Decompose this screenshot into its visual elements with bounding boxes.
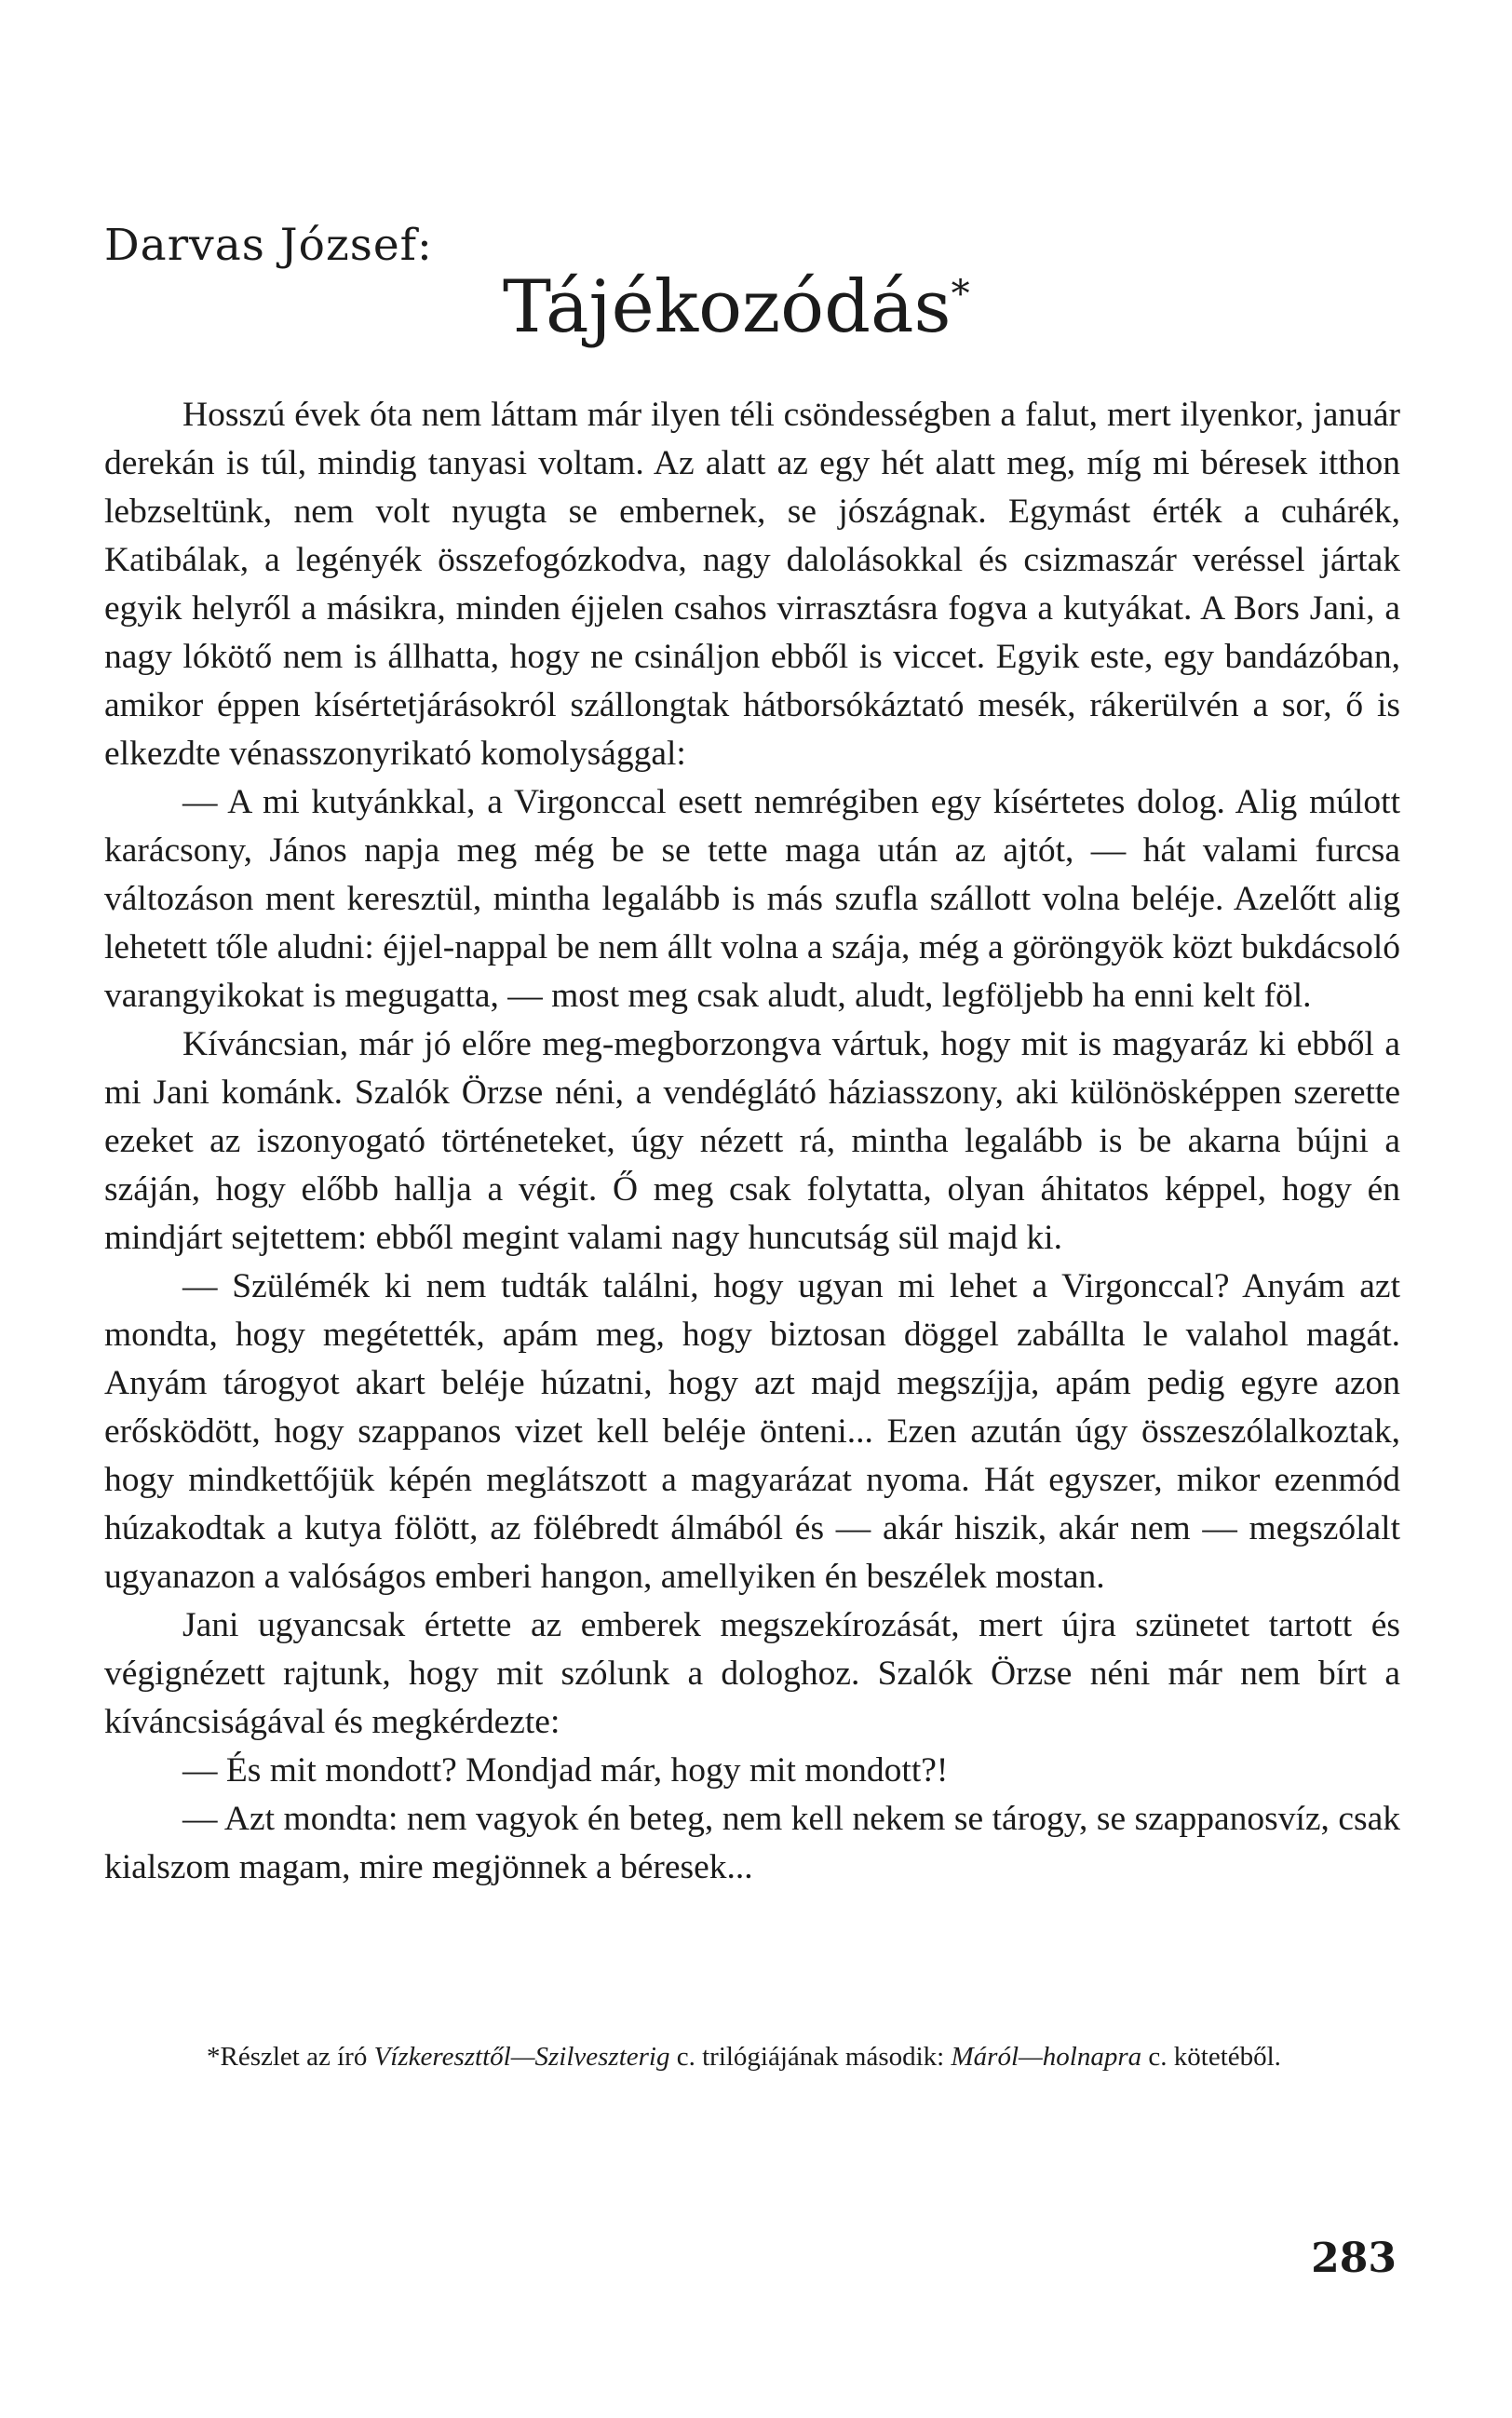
footnote-volume-title: Máról—holnapra [951,2042,1142,2072]
author-name: Darvas József: [104,220,433,271]
paragraph: — Azt mondta: nem vagyok én beteg, nem kell nekem se tárogy, se szappanosvíz, csak kialszom magam, mire megjönnek a béresek... [104,1800,1400,1886]
footnote-prefix: *Részlet az író [207,2042,368,2072]
page-number: 283 [1311,2235,1397,2282]
footnote [104,2037,1400,2076]
paragraph: — És mit mondott? Mondjad már, hogy mit mondott?! [182,1751,949,1790]
article-title [503,265,970,349]
footnote-suffix: c. kötetéből. [1148,2042,1281,2072]
footnote-work-title: Vízkereszttől—Szilveszterig [373,2042,670,2072]
paragraph: — A mi kutyánkkal, a Virgonccal esett nemrégiben egy kísértetes dolog. Alig múlott karácsony, János napja meg még be se tette maga után az ajtót, — hát valami furcsa változáson ment keresztül, mintha legalább is más szufla szállott volna beléje. Azelőtt alig lehetett tőle aludni: éjjel-nappal be nem állt volna a szája, még a göröngyök közt bukdácsoló varangyikokat is megugatta, — most meg csak aludt, aludt, legföljebb ha enni kelt föl. [104,783,1400,1015]
paragraph: — Szülémék ki nem tudták találni, hogy ugyan mi lehet a Virgonccal? Anyám azt mondta, hogy megétették, apám meg, hogy biztosan döggel zabállta le valahol magát. Anyám tárogyot akart beléje húzatni, hogy azt majd megszíjja, apám pedig egyre azon erősködött, hogy szappanos vizet kell beléje önteni... Ezen azután úgy összeszólalkoztak, hogy mindkettőjük képén meglátszott a magyarázat nyoma. Hát egyszer, mikor ezenmód húzakodtak a kutya fölött, az fölébredt álmából és — akár hiszik, akár nem — megszólalt ugyanazon a valóságos emberi hangon, amellyiken én beszélek mostan. [104,1267,1400,1596]
paragraph: Kíváncsian, már jó előre meg-megborzongva vártuk, hogy mit is magyaráz ki ebből a mi Jani kománk. Szalók Örzse néni, a vendéglátó háziasszony, aki különösképpen szerette ezeket az iszonyogató történeteket, úgy nézett rá, mintha legalább is be akarna bújni a száján, hogy előbb hallja a végit. Ő meg csak folytatta, olyan áhitatos képpel, hogy én mindjárt sejtettem: ebből megint valami nagy huncutság sül majd ki. [104,1025,1400,1257]
article-body [104,391,1400,1892]
footnote-middle: c. trilógiájának második: [676,2042,945,2072]
paragraph: Jani ugyancsak értette az emberek megszekírozását, mert újra szünetet tartott és végignézett rajtunk, hogy mit szólunk a dologhoz. Szalók Örzse néni már nem bírt a kíváncsiságával és megkérdezte: [104,1606,1400,1741]
article-title-text: Tájékozódás [503,265,952,349]
paragraph: Hosszú évek óta nem láttam már ilyen téli csöndességben a falut, mert ilyenkor, január derekán is túl, mindig tanyasi voltam. Az alatt az egy hét alatt meg, míg mi béresek itthon lebzseltünk, nem volt nyugta se embernek, se jószágnak. Egymást érték a cuhárék, Katibálak, a legényék összefogózkodva, nagy dalolásokkal és csizmaszár veréssel jártak egyik helyről a másikra, minden éjjelen csahos virrasztásra fogva a kutyákat. A Bors Jani, a nagy lókötő nem is állhatta, hogy ne csináljon ebből is viccet. Egyik este, egy bandázóban, amikor éppen kísértetjárásokról szállongtak hátborsókáztató mesék, rákerülvén a sor, ő is elkezdte vénasszonyrikató komolysággal: [104,396,1400,773]
footnote-marker: * [951,273,970,316]
